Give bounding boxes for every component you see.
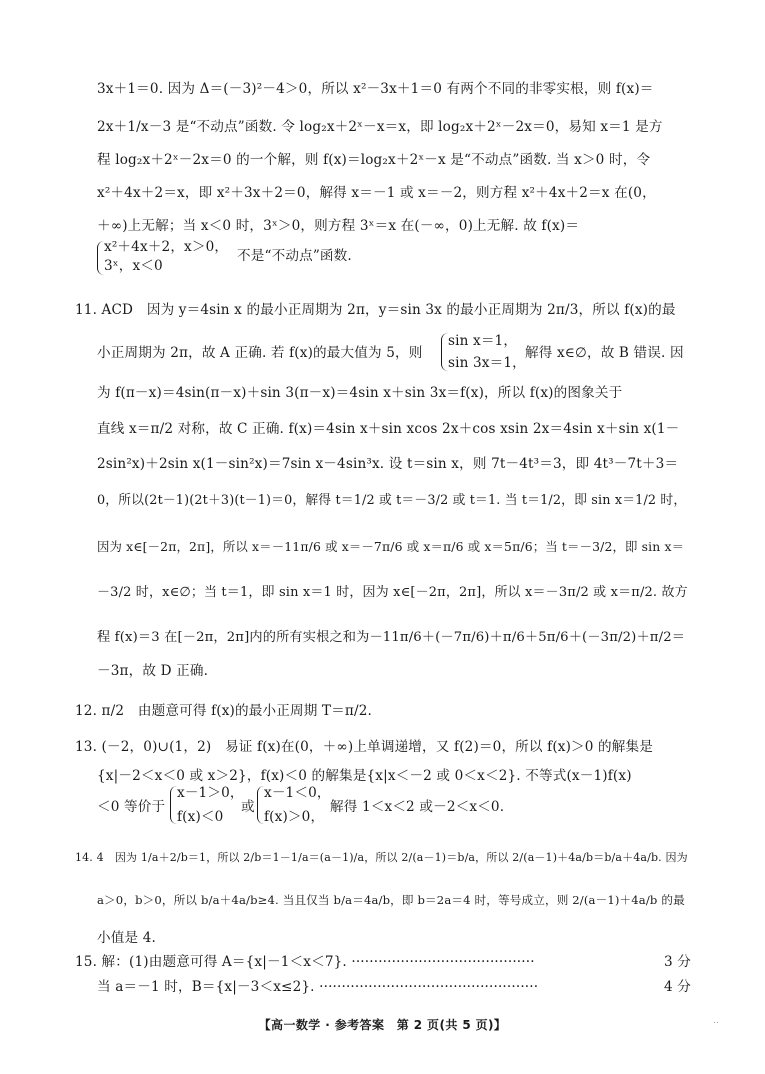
text-line: 当 a＝－1 时，B＝{x|－3＜x≤2}. ·················································	[97, 979, 539, 995]
answer-15-line: 15. 解：(1)由题意可得 A＝{x|－1＜x＜7}. ·········································	[75, 954, 535, 970]
text-line: 3x＋1＝0. 因为 Δ＝(－3)²－4＞0，所以 x²－3x＋1＝0 有两个不同的非零实根，则 f(x)＝	[97, 81, 654, 97]
text-line: 程 f(x)＝3 在[－2π，2π]内的所有实根之和为－11π/6＋(－7π/6)＋π/6＋5π/6＋(－3π/2)＋π/2＝	[97, 630, 686, 645]
text-line: 小值是 4.	[97, 930, 156, 946]
score-mark: 3 分	[664, 954, 692, 970]
text-line: x²＋4x＋2＝x，即 x²＋3x＋2＝0，解得 x＝－1 或 x＝－2，则方程 x²＋4x＋2＝x 在(0，	[97, 185, 656, 201]
system-eq: x－1＞0，	[177, 785, 244, 801]
system-eq: sin 3x＝1，	[448, 355, 526, 371]
text-line: 为 f(π－x)＝4sin(π－x)＋sin 3(π－x)＝4sin x＋sin 3x＝f(x)，所以 f(x)的图象关于	[97, 385, 623, 401]
text-line: {x|－2＜x＜0 或 x＞2}，f(x)＜0 的解集是{x|x＜－2 或 0＜x＜2}. 不等式(x－1)f(x)	[97, 768, 632, 784]
text-line: ＋∞)上无解；当 x＜0 时，3ˣ＞0，则方程 3ˣ＝x 在(－∞，0)上无解. 故 f(x)＝	[97, 218, 580, 234]
text-line: a＞0，b＞0，所以 b/a＋4a/b≥4. 当且仅当 b/a＝4a/b，即 b＝2a＝4 时，等号成立，则 2/(a－1)＋4a/b 的最	[97, 893, 685, 907]
system-eq: f(x)＞0，	[264, 809, 325, 825]
text-line: 0，所以(2t－1)(2t＋3)(t－1)＝0，解得 t＝1/2 或 t＝－3/2 或 t＝1. 当 t＝1/2，即 sin x＝1/2 时，	[97, 493, 687, 508]
text-line: 直线 x＝π/2 对称，故 C 正确. f(x)＝4sin x＋sin xcos 2x＋cos xsin 2x＝4sin x＋sin x(1－	[97, 421, 680, 437]
system-eq: f(x)＜0	[177, 809, 224, 825]
text-line: 解得 1＜x＜2 或－2＜x＜0.	[330, 799, 505, 815]
text-line: 因为 x∈[－2π，2π]，所以 x＝－11π/6 或 x＝－7π/6 或 x＝π/6 或 x＝5π/6；当 t＝－3/2，即 sin x＝	[97, 539, 685, 554]
text-line: －3π，故 D 正确.	[97, 663, 209, 679]
text-line: 2sin²x)＋2sin x(1－sin²x)＝7sin x－4sin³x. 设 t＝sin x，则 7t－4t³＝3，即 4t³－7t＋3＝	[97, 456, 679, 472]
system-brace	[441, 333, 448, 371]
piecewise-case: x²＋4x＋2，x＞0，	[104, 239, 229, 255]
score-mark: 4 分	[664, 979, 692, 995]
answer-12-line: 12. π/2 由题意可得 f(x)的最小正周期 T＝π/2.	[75, 703, 372, 719]
system-eq: x－1＜0，	[264, 785, 331, 801]
text-line: 解得 x∈∅，故 B 错误. 因	[525, 345, 684, 361]
system-eq: sin x＝1，	[448, 333, 518, 349]
system-brace	[257, 786, 264, 824]
answer-13-line: 13. (－2，0)∪(1，2) 易证 f(x)在(0，＋∞)上单调递增，又 f(2)＝0，所以 f(x)＞0 的解集是	[75, 739, 654, 755]
corner-mark: ..	[713, 1016, 719, 1026]
text-line: －3/2 时，x∈∅；当 t＝1，即 sin x＝1 时，因为 x∈[－2π，2π]，所以 x＝－3π/2 或 x＝π/2. 故方	[97, 585, 688, 600]
text-line: ＜0 等价于	[97, 799, 166, 815]
text-line: 小正周期为 2π，故 A 正确. 若 f(x)的最大值为 5，则	[97, 345, 423, 361]
text-line: 程 log₂x＋2ˣ－2x＝0 的一个解，则 f(x)＝log₂x＋2ˣ－x 是“不动点”函数. 当 x＞0 时，令	[97, 152, 651, 168]
page-footer: 【高一数学 · 参考答案 第 2 页(共 5 页)】	[258, 1018, 507, 1032]
answer-11-line: 11. ACD 因为 y＝4sin x 的最小正周期为 2π，y＝sin 3x 的最小正周期为 2π/3，所以 f(x)的最	[75, 302, 676, 318]
piecewise-brace	[97, 241, 104, 275]
piecewise-case: 3ˣ，x＜0	[104, 258, 163, 274]
system-brace	[170, 786, 177, 824]
text-line: 2x＋1/x－3 是“不动点”函数. 令 log₂x＋2ˣ－x＝x，即 log₂x＋2ˣ－2x＝0，易知 x＝1 是方	[97, 119, 663, 135]
text-line: 不是“不动点”函数.	[237, 248, 352, 264]
text-line: 或	[241, 799, 255, 815]
answer-14-line: 14. 4 因为 1/a＋2/b＝1，所以 2/b＝1－1/a＝(a－1)/a，所以 2/(a－1)＝b/a，所以 2/(a－1)＋4a/b＝b/a＋4a/b. 因为	[75, 851, 688, 864]
